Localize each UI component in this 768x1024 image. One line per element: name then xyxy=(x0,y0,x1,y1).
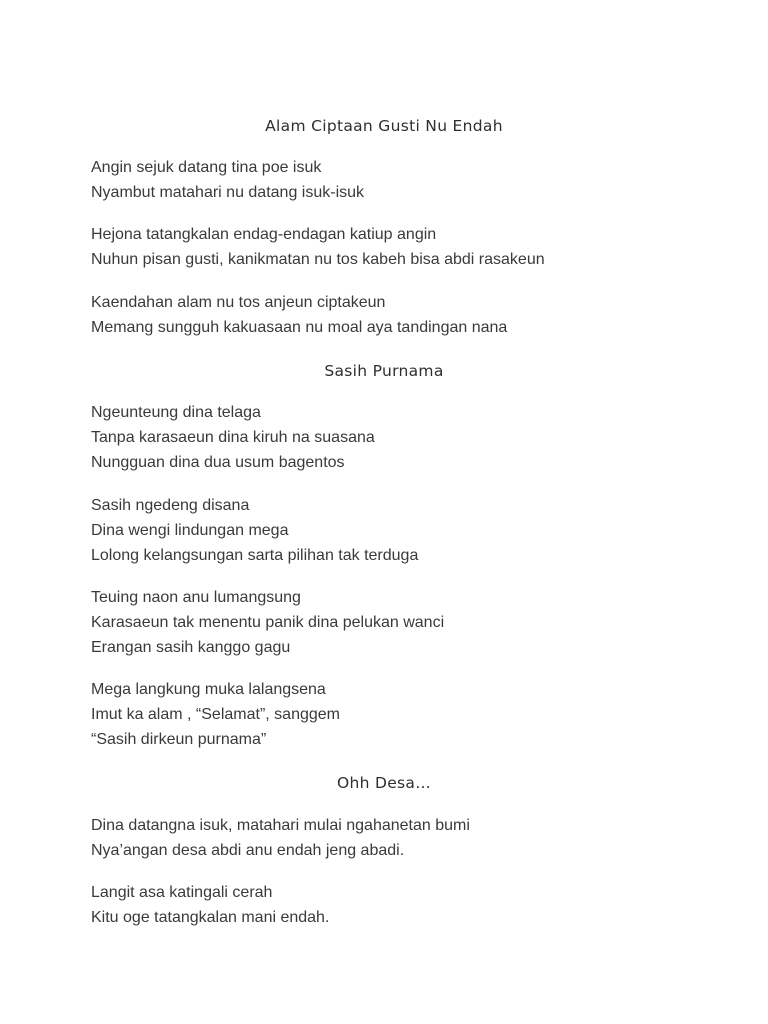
poem-line: Mega langkung muka lalangsena xyxy=(91,681,326,698)
poem-line: Lolong kelangsungan sarta pilihan tak terduga xyxy=(91,547,419,564)
poem-line: Nungguan dina dua usum bagentos xyxy=(91,454,345,471)
poem-line: Nyambut matahari nu datang isuk-isuk xyxy=(91,184,365,201)
poem-line: Sasih ngedeng disana xyxy=(91,497,250,514)
poem-title: Alam Ciptaan Gusti Nu Endah xyxy=(265,117,503,135)
poem-line: Teuing naon anu lumangsung xyxy=(91,589,301,606)
stanza xyxy=(91,155,711,205)
poem-line: “Sasih dirkeun purnama” xyxy=(91,731,267,748)
poem-line: Imut ka alam , “Selamat”, sanggem xyxy=(91,706,340,723)
poem-line: Dina datangna isuk, matahari mulai ngahanetan bumi xyxy=(91,817,470,834)
stanza xyxy=(91,400,711,475)
poem-line: Tanpa karasaeun dina kiruh na suasana xyxy=(91,429,375,446)
stanza xyxy=(91,880,711,930)
poem-line: Nya’angan desa abdi anu endah jeng abadi. xyxy=(91,842,405,859)
poem-title: Sasih Purnama xyxy=(324,362,444,380)
stanza xyxy=(91,813,711,863)
poem-line: Dina wengi lindungan mega xyxy=(91,522,289,539)
poem-line: Ngeunteung dina telaga xyxy=(91,404,261,421)
stanza xyxy=(91,290,711,340)
poem-line: Angin sejuk datang tina poe isuk xyxy=(91,159,322,176)
poem-line: Erangan sasih kanggo gagu xyxy=(91,639,291,656)
poem-line: Hejona tatangkalan endag-endagan katiup angin xyxy=(91,226,437,243)
poem-line: Langit asa katingali cerah xyxy=(91,884,273,901)
poem-line: Kitu oge tatangkalan mani endah. xyxy=(91,909,330,926)
stanza xyxy=(91,493,711,568)
poem-line: Karasaeun tak menentu panik dina pelukan wanci xyxy=(91,614,445,631)
poem-line: Nuhun pisan gusti, kanikmatan nu tos kabeh bisa abdi rasakeun xyxy=(91,251,545,268)
stanza xyxy=(91,677,711,752)
poem-line: Kaendahan alam nu tos anjeun ciptakeun xyxy=(91,294,386,311)
poem-line: Memang sungguh kakuasaan nu moal aya tandingan nana xyxy=(91,319,508,336)
poem-title: Ohh Desa… xyxy=(336,774,432,792)
stanza xyxy=(91,585,711,660)
stanza xyxy=(91,222,711,272)
